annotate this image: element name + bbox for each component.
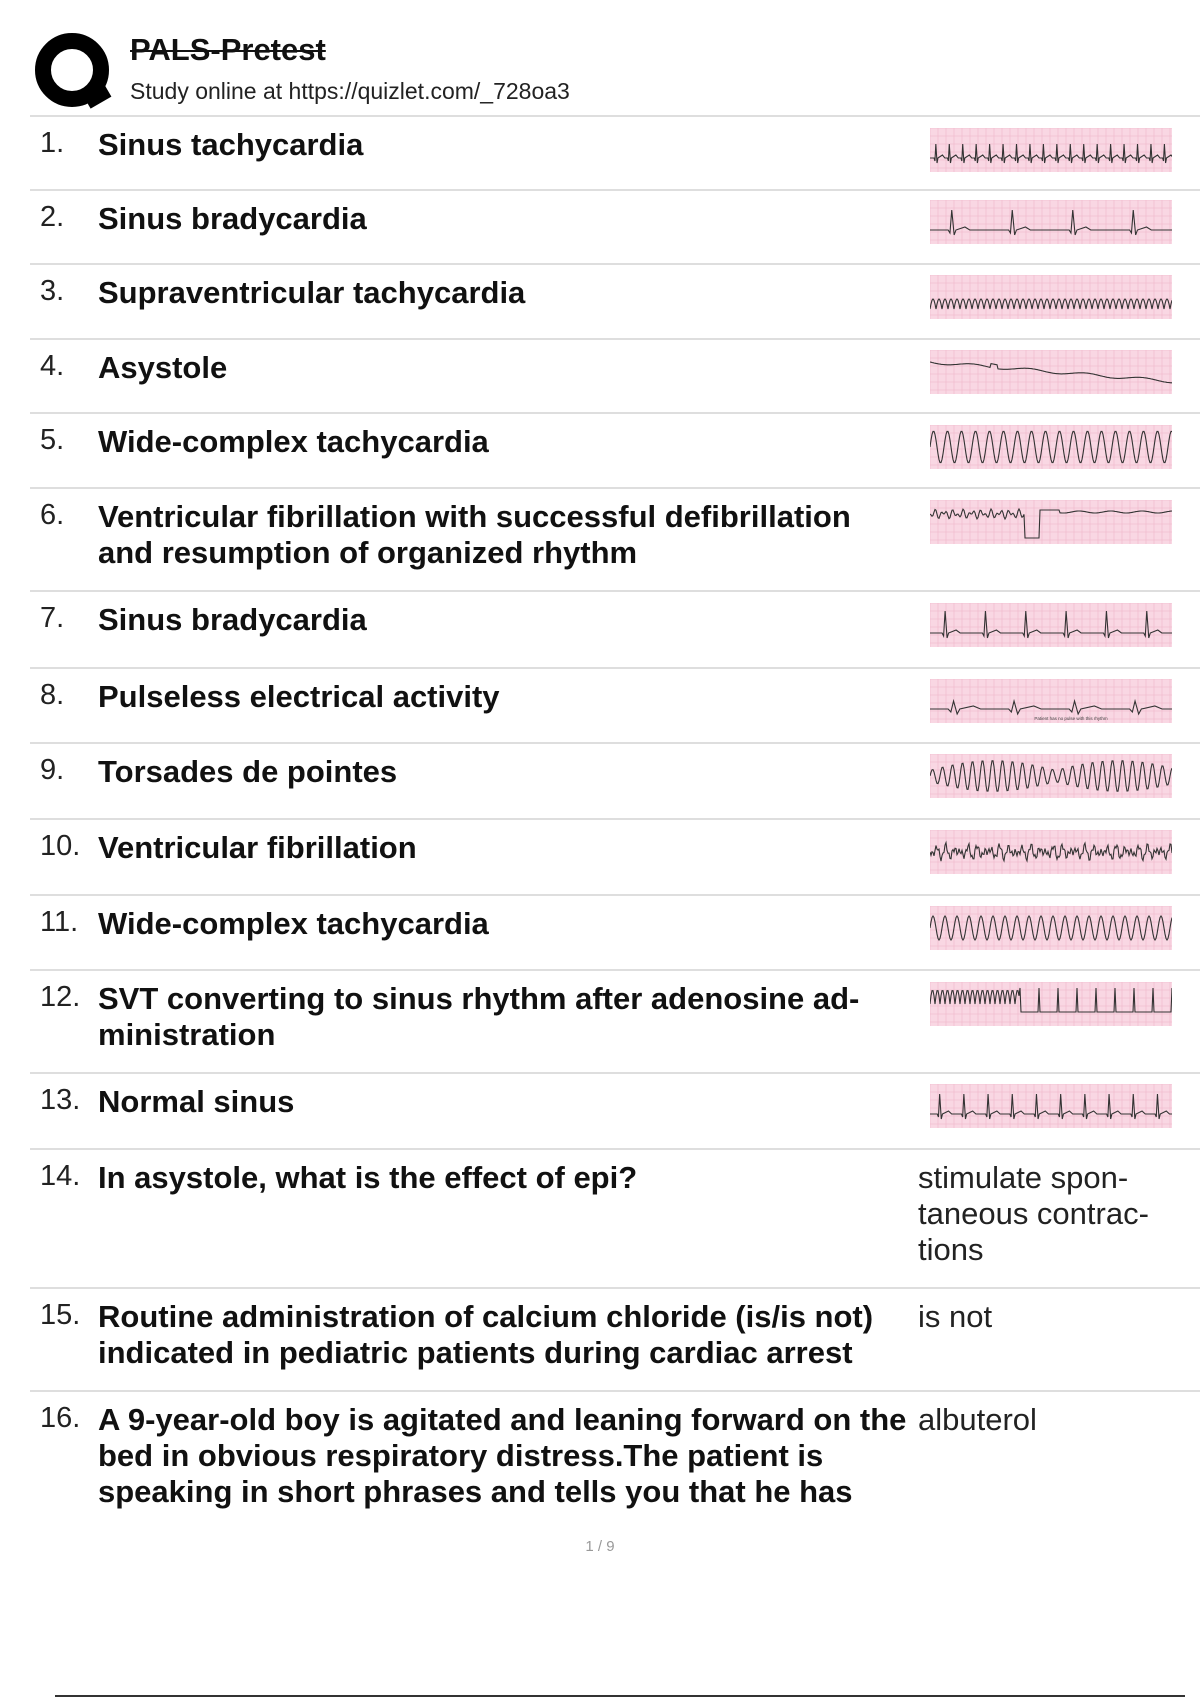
card-row xyxy=(30,590,1200,667)
pea-caption: Patient has no pulse with this rhythm xyxy=(1034,716,1108,721)
ecg-strip-image xyxy=(930,275,1172,319)
card-row xyxy=(30,1287,1200,1390)
card-row xyxy=(30,667,1200,742)
card-definition: albuterol xyxy=(918,1402,1037,1437)
ecg-strip-image xyxy=(930,679,1172,723)
card-term: SVT converting to sinus rhythm after adenosine ad-ministration xyxy=(98,981,860,1052)
card-number: 8. xyxy=(40,679,65,711)
footer-rule xyxy=(55,1695,1185,1697)
ecg-strip-image xyxy=(930,603,1172,647)
card-row xyxy=(30,263,1200,338)
page-indicator: 1 / 9 xyxy=(585,1538,615,1555)
card-term: Supraventricular tachycardia xyxy=(98,275,526,310)
card-row xyxy=(30,818,1200,894)
card-term: Asystole xyxy=(98,350,228,385)
flashcard-list xyxy=(30,115,1200,1530)
card-term: Sinus bradycardia xyxy=(98,602,367,637)
card-definition: is not xyxy=(918,1299,993,1334)
card-term: Sinus bradycardia xyxy=(98,201,367,236)
ecg-strip-image xyxy=(930,128,1172,172)
card-number: 1. xyxy=(40,127,65,159)
card-term: Wide-complex tachycardia xyxy=(98,424,489,459)
card-number: 10. xyxy=(40,830,81,862)
card-number: 15. xyxy=(40,1299,81,1331)
card-term: Ventricular fibrillation xyxy=(98,830,417,865)
page-header xyxy=(30,30,1200,116)
ecg-strip-image xyxy=(930,500,1172,544)
page-title: PALS-Pretest xyxy=(130,32,326,67)
card-row xyxy=(30,1072,1200,1148)
card-number: 12. xyxy=(40,981,81,1013)
card-number: 14. xyxy=(40,1160,81,1192)
ecg-strip-image xyxy=(930,982,1172,1026)
card-term: Normal sinus xyxy=(98,1084,295,1119)
card-term: Routine administration of calcium chloride (is/is not) indicated in pediatric patients during cardiac arrest xyxy=(98,1299,874,1370)
card-number: 2. xyxy=(40,201,65,233)
card-number: 6. xyxy=(40,499,65,531)
card-term: Torsades de pointes xyxy=(98,754,398,789)
card-term: Pulseless electrical activity xyxy=(98,679,500,714)
quizlet-logo-icon xyxy=(32,32,140,112)
card-row xyxy=(30,1148,1200,1287)
card-number: 13. xyxy=(40,1084,81,1116)
card-number: 4. xyxy=(40,350,65,382)
card-number: 16. xyxy=(40,1402,81,1434)
card-number: 9. xyxy=(40,754,65,786)
card-number: 11. xyxy=(40,906,79,938)
card-row xyxy=(30,115,1200,189)
card-term: Ventricular fibrillation with successful defibrillation and resumption of organized rhythm xyxy=(98,499,851,570)
card-term: A 9-year-old boy is agitated and leaning forward on the bed in obvious respiratory distress.The patient is speaking in short phrases and tells you that he has xyxy=(98,1402,907,1509)
ecg-strip-image xyxy=(930,350,1172,394)
card-definition: stimulate spon-taneous contrac-tions xyxy=(918,1160,1149,1267)
card-row xyxy=(30,742,1200,818)
ecg-strip-image xyxy=(930,425,1172,469)
card-row xyxy=(30,338,1200,412)
card-term: Sinus tachycardia xyxy=(98,127,364,162)
card-row xyxy=(30,894,1200,969)
card-row xyxy=(30,189,1200,263)
card-row xyxy=(30,969,1200,1072)
ecg-strip-image xyxy=(930,1084,1172,1128)
card-number: 5. xyxy=(40,424,65,456)
card-row xyxy=(30,1390,1200,1530)
card-row xyxy=(30,487,1200,590)
ecg-strip-image xyxy=(930,200,1172,244)
ecg-strip-image xyxy=(930,830,1172,874)
card-number: 7. xyxy=(40,602,65,634)
card-term: In asystole, what is the effect of epi? xyxy=(98,1160,638,1195)
study-online-link[interactable]: Study online at https://quizlet.com/_728oa3 xyxy=(130,78,570,104)
card-term: Wide-complex tachycardia xyxy=(98,906,489,941)
ecg-strip-image xyxy=(930,754,1172,798)
card-number: 3. xyxy=(40,275,65,307)
ecg-strip-image xyxy=(930,906,1172,950)
card-row xyxy=(30,412,1200,487)
